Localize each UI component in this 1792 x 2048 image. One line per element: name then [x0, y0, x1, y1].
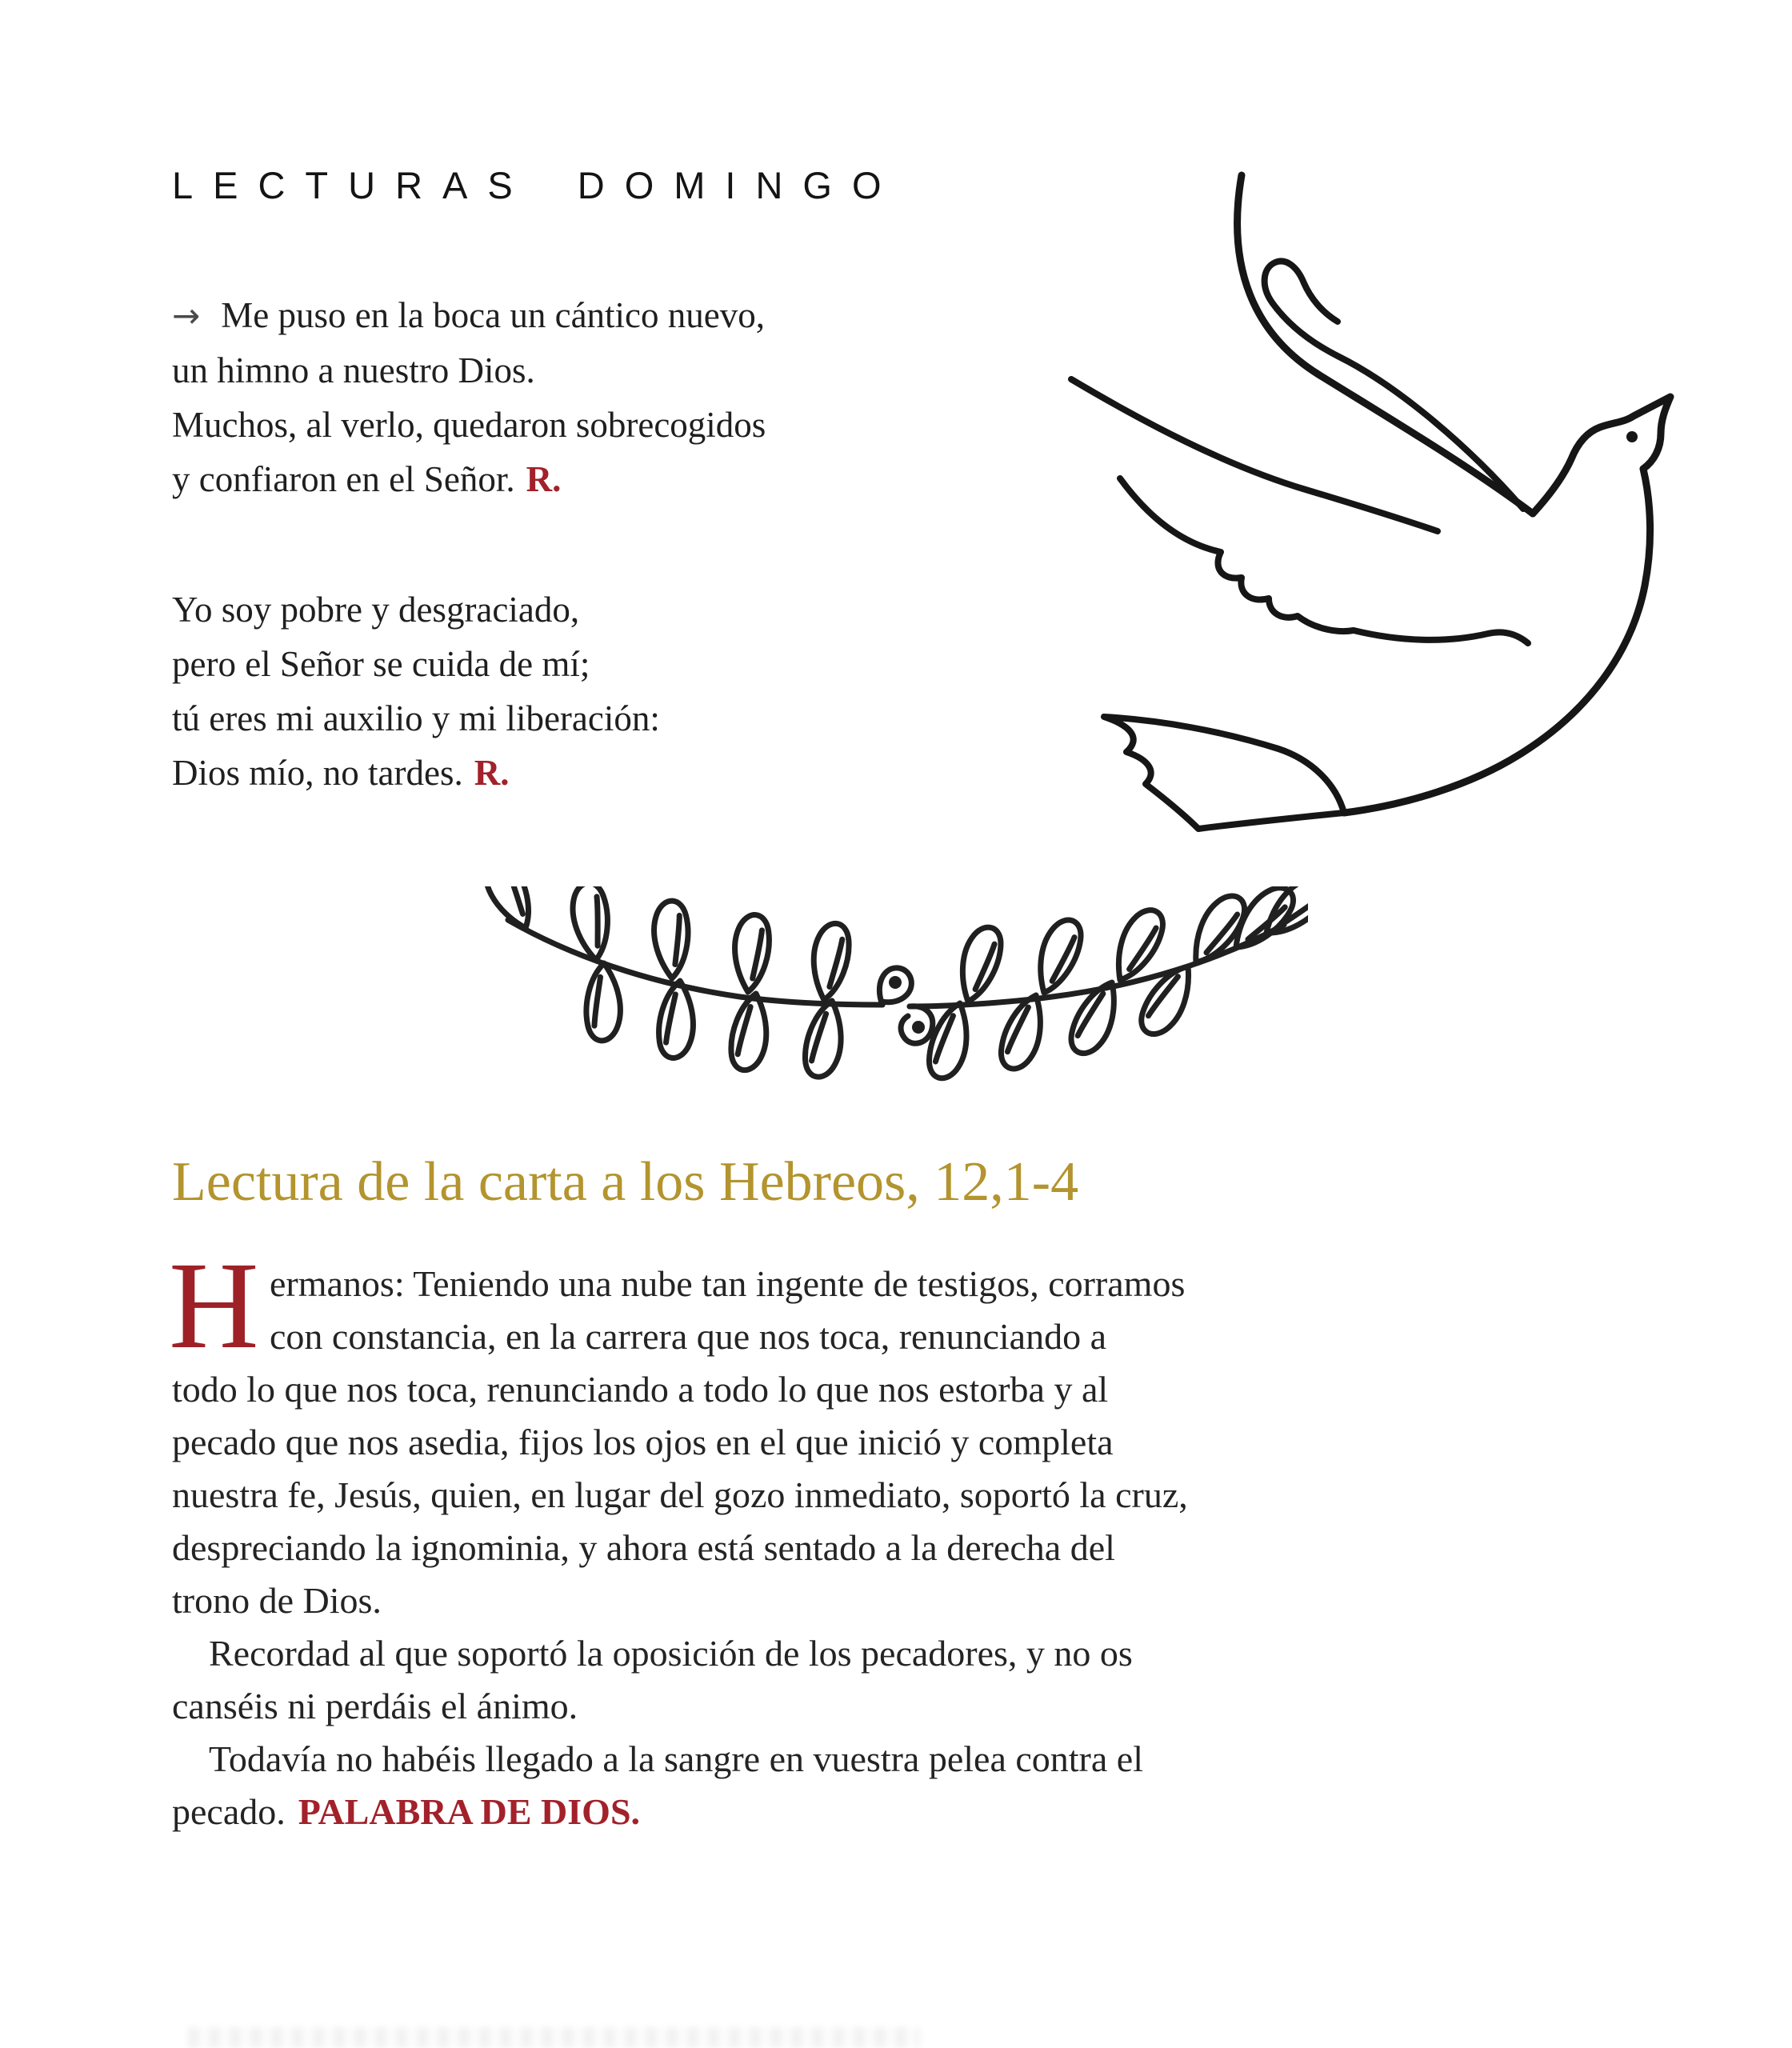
closing-formula: PALABRA DE DIOS. [298, 1791, 641, 1832]
psalm-line: pero el Señor se cuida de mí; [172, 644, 590, 684]
psalm-line [172, 452, 1052, 506]
drop-cap: H [169, 1236, 259, 1374]
psalm-line: tú eres mi auxilio y mi liberación: [172, 698, 660, 738]
dove-eye [1626, 431, 1638, 442]
laurel-divider-icon [484, 886, 1308, 1082]
psalm-text: Me puso en la boca un cántico nuevo, [221, 295, 765, 335]
psalm-line [172, 288, 1052, 343]
reading-line: pecado que nos asedia, fijos los ojos en el que inició y completa [172, 1422, 1114, 1462]
psalm-line [172, 746, 1052, 800]
reading-line: ermanos: Teniendo una nube tan ingente de testigos, corramos [270, 1263, 1186, 1304]
reading-line: nuestra fe, Jesús, quien, en lugar del gozo inmediato, soportó la cruz, [172, 1474, 1188, 1515]
reading-line: despreciando la ignominia, y ahora está sentado a la derecha del [172, 1527, 1115, 1568]
page-title: LECTURAS DOMINGO [172, 164, 902, 206]
reading-text: pecado. [172, 1791, 286, 1832]
reading-line: Recordad al que soportó la oposición de los pecadores, y no os [209, 1633, 1133, 1674]
psalm-text: y confiaron en el Señor. [172, 459, 515, 499]
psalm-stanza-2 [172, 582, 1052, 800]
reading-line: canséis ni perdáis el ánimo. [172, 1686, 578, 1726]
psalm-stanza-1 [172, 288, 1052, 506]
response-marker: R. [526, 459, 562, 499]
psalm-line: un himno a nuestro Dios. [172, 350, 535, 390]
reading-line [172, 1786, 1532, 1838]
psalm-line: Yo soy pobre y desgraciado, [172, 590, 580, 630]
reading-line: todo lo que nos toca, renunciando a todo lo que nos estorba y al [172, 1369, 1109, 1410]
response-marker: R. [474, 753, 510, 793]
reading-line: trono de Dios. [172, 1580, 382, 1621]
dove-icon [1024, 120, 1792, 840]
right-arrow-icon: → [172, 296, 201, 335]
psalm-text: Dios mío, no tardes. [172, 753, 463, 793]
bleed-through-ghost-text [188, 2027, 920, 2048]
reading-line: Todavía no habéis llegado a la sangre en vuestra pelea contra el [209, 1738, 1143, 1779]
psalm-line: Muchos, al verlo, quedaron sobrecogidos [172, 405, 766, 445]
reading-line: con constancia, en la carrera que nos toca, renunciando a [270, 1316, 1106, 1357]
reading-heading: Lectura de la carta a los Hebreos, 12,1-4 [172, 1151, 1079, 1213]
reading-body [169, 1236, 1532, 1838]
